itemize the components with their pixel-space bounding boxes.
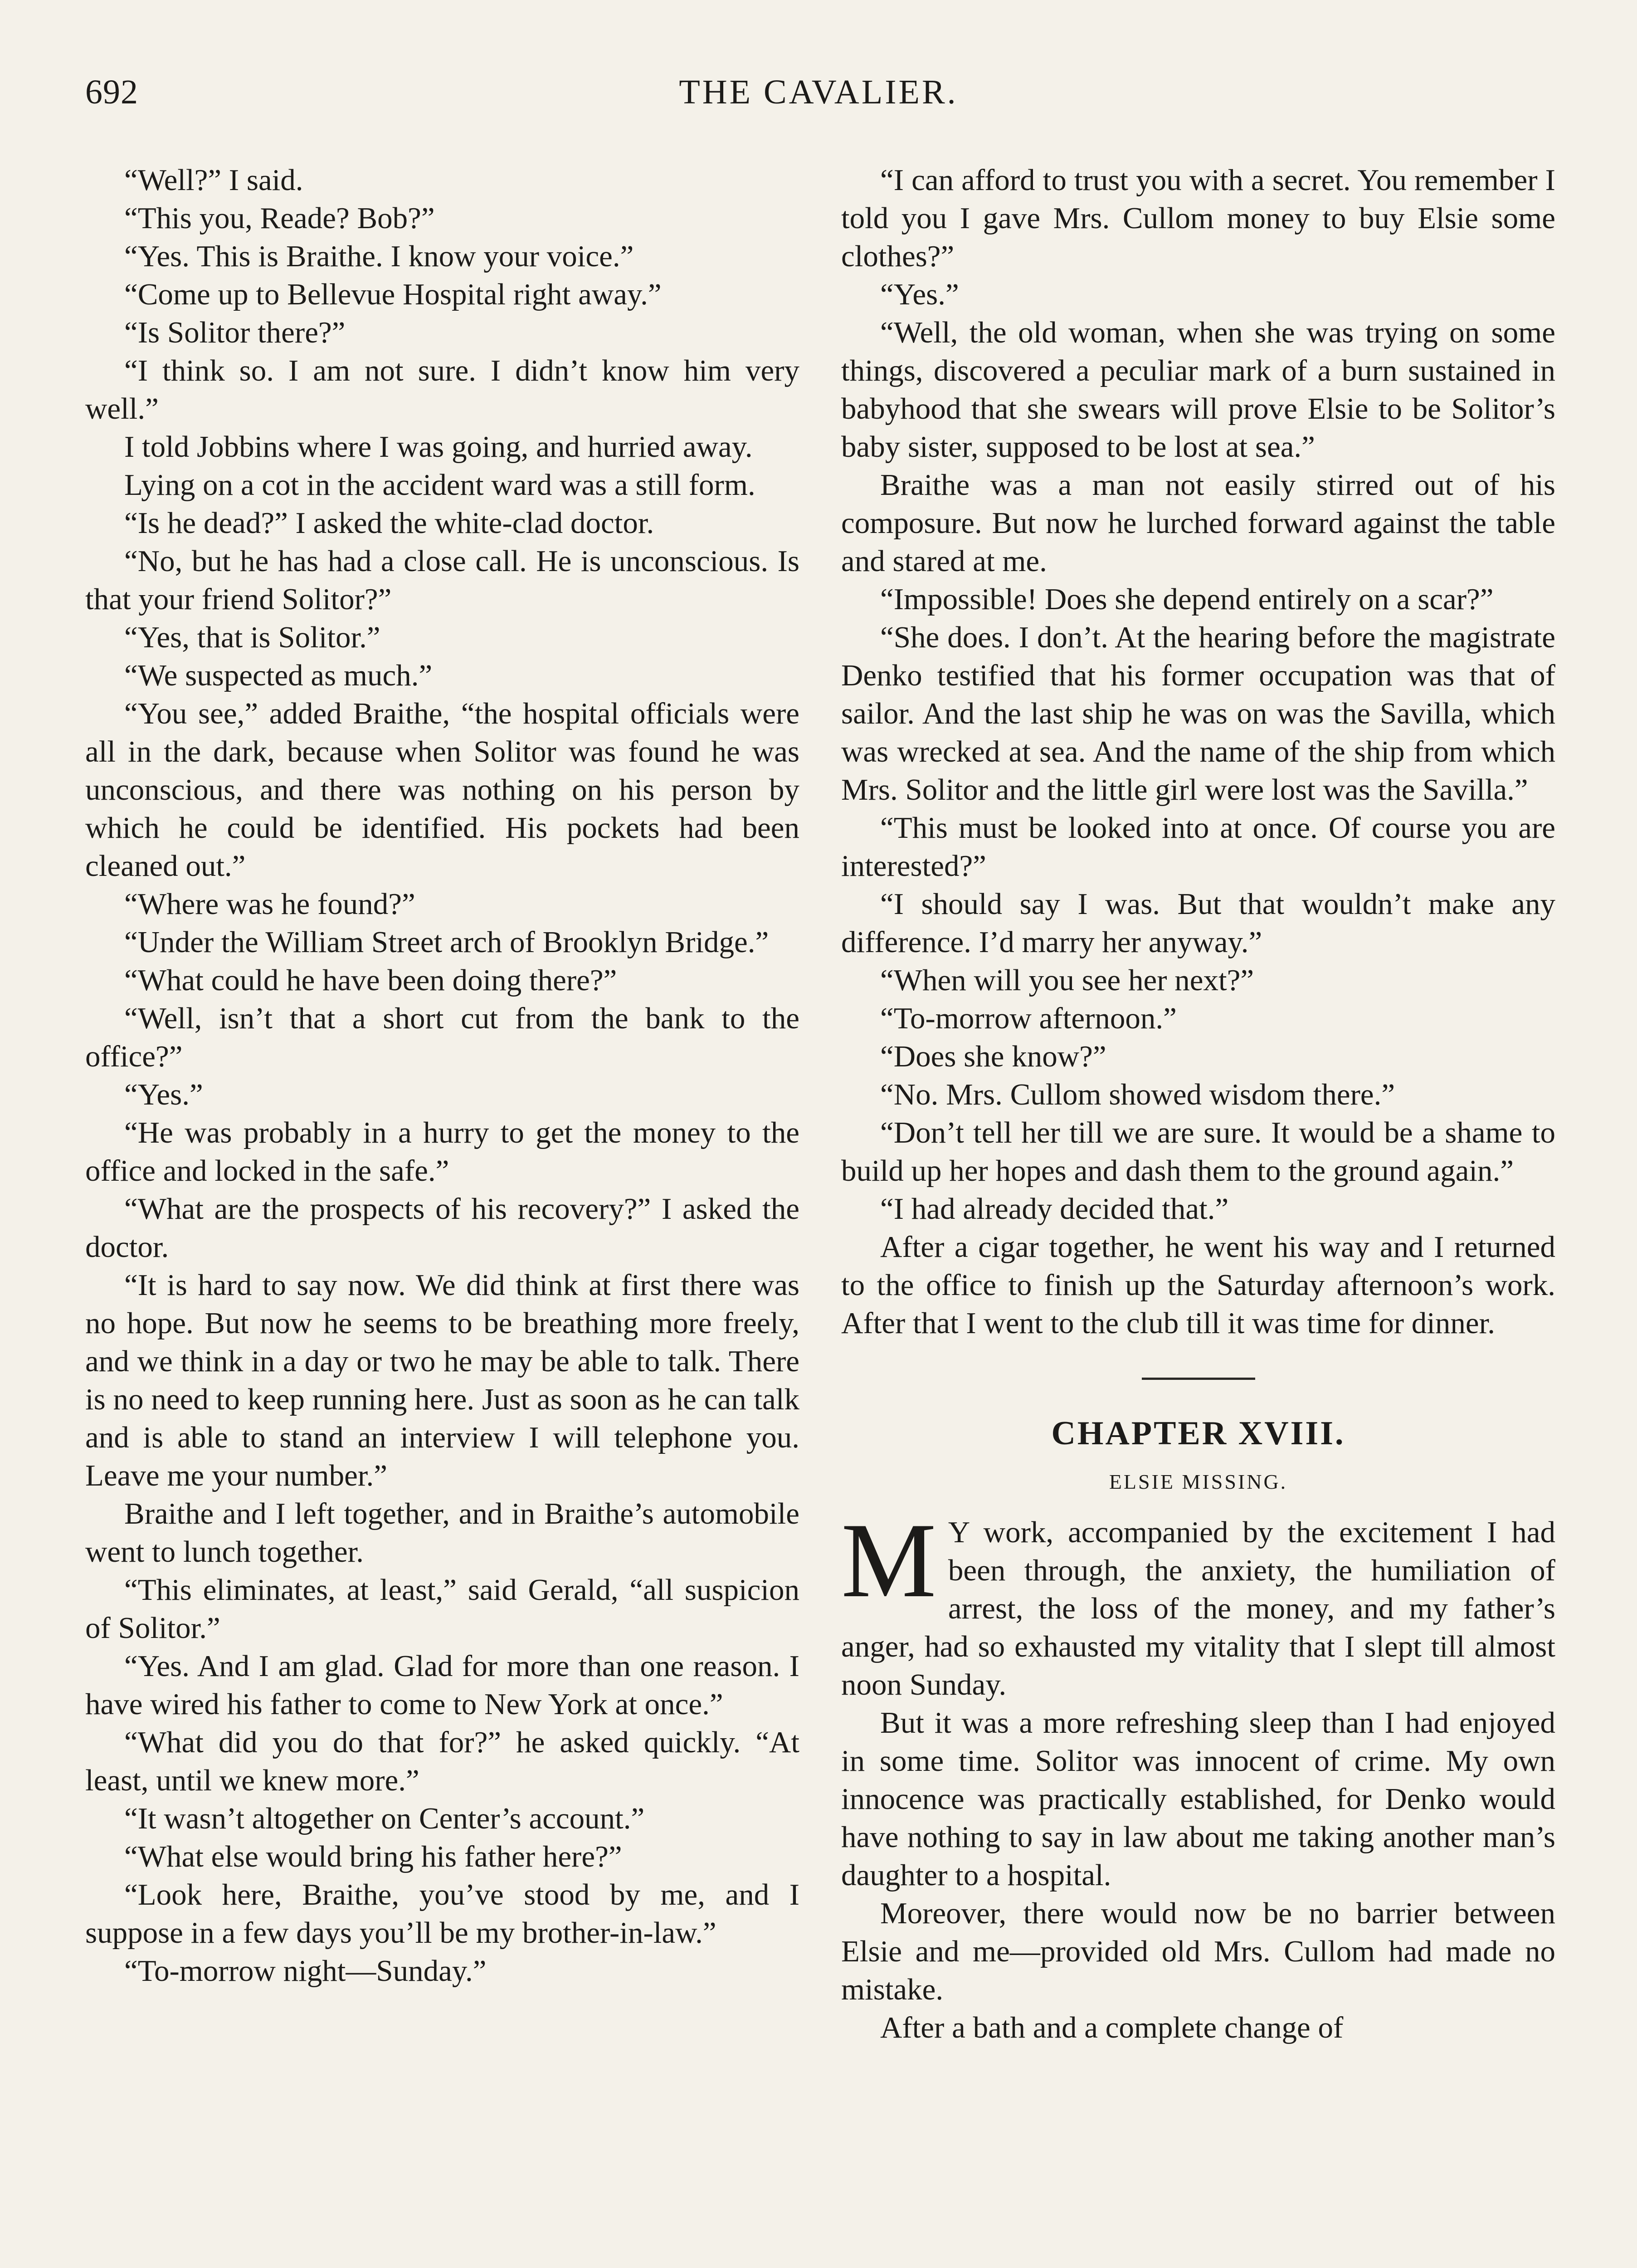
paragraph: Braithe and I left together, and in Braithe’s automobile went to lunch together. [85,1497,799,1569]
paragraph: “Well, isn’t that a short cut from the bank to the office?” [85,1002,799,1073]
paragraph: “Yes.” [880,278,959,311]
paragraph: “This eliminates, at least,” said Gerald, “all suspicion of Solitor.” [85,1573,799,1645]
paragraph: “This you, Reade? Bob?” [124,201,435,235]
paragraph: “I had already decided that.” [880,1192,1229,1226]
paragraph: “To-morrow night—Sunday.” [124,1954,487,1988]
paragraph: Braithe was a man not easily stirred out of his composure. But now he lurched forward against the table and stared at me. [841,468,1555,578]
paragraph: “Well?” I said. [124,163,303,197]
chapter-subtitle: ELSIE MISSING. [1109,1470,1288,1493]
drop-cap: M [841,1501,936,1620]
paragraph: “Under the William Street arch of Brooklyn Bridge.” [124,925,769,959]
paragraph: “She does. I don’t. At the hearing before the magistrate Denko testified that his former occupation was that of sailor. And the last ship he was on was the Savilla, which was wrecked at sea. And the name of the ship from which Mrs. Solitor and the little girl were lost was the Savilla.” [841,621,1555,807]
paragraph: “What are the prospects of his recovery?” I asked the doctor. [85,1192,799,1264]
paragraph: “You see,” added Braithe, “the hospital officials were all in the dark, because when Solitor was found he was unconscious, and there was nothing on his person by which he could be identified. His pockets had been cleaned out.” [85,697,799,883]
paragraph: I told Jobbins where I was going, and hurried away. [124,430,753,464]
opening-text: Y work, accompanied by the excitement I had been through, the anxiety, the humiliation of arrest, the loss of the money, and my father’s anger, had so exhausted my vitality that I slept till almost noon Sunday. [841,1515,1555,1701]
paragraph: “Don’t tell her till we are sure. It would be a shame to build up her hopes and dash them to the ground again.” [841,1116,1555,1188]
paragraph: After a cigar together, he went his way and I returned to the office to finish up the Saturday afternoon’s work. After that I went to the club till it was time for dinner. [841,1230,1555,1340]
paragraph: “What else would bring his father here?” [124,1840,622,1873]
paragraph: “I can afford to trust you with a secret. You remember I told you I gave Mrs. Cullom money to buy Elsie some clothes?” [841,163,1555,273]
page-number: 692 [85,73,138,111]
paragraph: “I think so. I am not sure. I didn’t know him very well.” [85,354,799,425]
journal-title: THE CAVALIER. [679,73,958,111]
chapter-title: CHAPTER XVIII. [1051,1415,1345,1452]
paragraph: “It is hard to say now. We did think at first there was no hope. But now he seems to be breathing more freely, and we think in a day or two he may be able to talk. There is no need to keep running here. Just as soon as he can talk and is able to stand an interview I will telephone you. Leave me your number.” [85,1268,799,1492]
paragraph: “No. Mrs. Cullom showed wisdom there.” [880,1078,1395,1111]
paragraph: “Where was he found?” [124,887,415,921]
section-divider [1142,1378,1255,1380]
paragraph: “This must be looked into at once. Of course you are interested?” [841,811,1555,883]
paragraph: But it was a more refreshing sleep than I had enjoyed in some time. Solitor was innocent of crime. My own innocence was practically established, for Denko would have nothing to say in law about me taking another man’s daughter to a hospital. [841,1706,1555,1892]
paragraph: “Look here, Braithe, you’ve stood by me, and I suppose in a few days you’ll be my brother-in-law.” [85,1878,799,1950]
paragraph: “We suspected as much.” [124,659,433,692]
paragraph: “Impossible! Does she depend entirely on a scar?” [880,582,1494,616]
paragraph: “No, but he has had a close call. He is unconscious. Is that your friend Solitor?” [85,544,799,616]
paragraph: Moreover, there would now be no barrier between Elsie and me—provided old Mrs. Cullom had made no mistake. [841,1897,1555,2006]
right-column [841,161,1555,2047]
paragraph: “Come up to Bellevue Hospital right away.” [124,278,662,311]
paragraph: “Yes.” [124,1078,203,1111]
paragraph: After a bath and a complete change of [880,2011,1344,2044]
paragraph: “Yes. This is Braithe. I know your voice.” [124,240,634,273]
paragraph: “Does she know?” [880,1040,1106,1073]
paragraph: “What could he have been doing there?” [124,963,617,997]
running-header [85,68,1552,122]
paragraph: “It wasn’t altogether on Center’s account.” [124,1802,645,1835]
paragraph: “When will you see her next?” [880,963,1254,997]
chapter-opening-paragraph [841,1501,1555,1704]
paragraph: “Yes, that is Solitor.” [124,621,380,654]
paragraph: “To-morrow afternoon.” [880,1002,1177,1035]
paragraph: “Yes. And I am glad. Glad for more than one reason. I have wired his father to come to New York at once.” [85,1649,799,1721]
left-column [85,161,799,1990]
paragraph: “Is Solitor there?” [124,316,346,349]
paragraph: “I should say I was. But that wouldn’t make any difference. I’d marry her anyway.” [841,887,1555,959]
paragraph: “Is he dead?” I asked the white-clad doctor. [124,506,654,540]
paragraph: “Well, the old woman, when she was trying on some things, discovered a peculiar mark of a burn sustained in babyhood that she swears will prove Elsie to be Solitor’s baby sister, supposed to be lost at sea.” [841,316,1555,464]
paragraph: “What did you do that for?” he asked quickly. “At least, until we knew more.” [85,1725,799,1797]
paragraph: Lying on a cot in the accident ward was a still form. [124,468,755,502]
paragraph: “He was probably in a hurry to get the money to the office and locked in the safe.” [85,1116,799,1188]
